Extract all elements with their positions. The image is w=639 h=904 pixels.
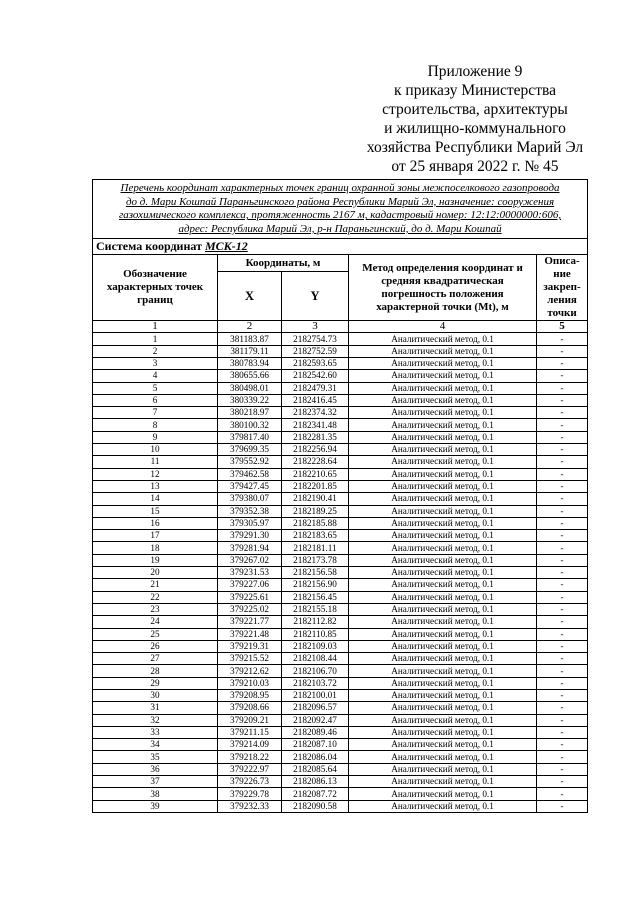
x-value: 379214.09 <box>218 739 282 751</box>
point-number: 36 <box>93 763 218 775</box>
method-value: Аналитический метод, 0.1 <box>349 431 537 443</box>
coordinates-table <box>92 179 588 813</box>
table-row <box>93 431 588 443</box>
point-number: 32 <box>93 714 218 726</box>
header-line: строительства, архитектуры <box>382 101 568 118</box>
point-number: 8 <box>93 419 218 431</box>
x-value: 380339.22 <box>218 394 282 406</box>
y-value: 2182210.65 <box>282 468 349 480</box>
description-value: - <box>537 702 588 714</box>
point-number: 11 <box>93 456 218 468</box>
table-row <box>93 554 588 566</box>
x-value: 379552.92 <box>218 456 282 468</box>
y-value: 2182341.48 <box>282 419 349 431</box>
table-row <box>93 628 588 640</box>
description-value: - <box>537 788 588 800</box>
method-value: Аналитический метод, 0.1 <box>349 628 537 640</box>
method-value: Аналитический метод, 0.1 <box>349 677 537 689</box>
y-value: 2182190.41 <box>282 493 349 505</box>
y-value: 2182374.32 <box>282 407 349 419</box>
description-value: - <box>537 345 588 357</box>
column-number: 5 <box>537 321 588 333</box>
table-row <box>93 776 588 788</box>
point-number: 2 <box>93 345 218 357</box>
method-value: Аналитический метод, 0.1 <box>349 480 537 492</box>
y-value: 2182752.59 <box>282 345 349 357</box>
header-line: к приказу Министерства <box>394 82 556 99</box>
y-value: 2182542.60 <box>282 370 349 382</box>
method-value: Аналитический метод, 0.1 <box>349 468 537 480</box>
description-value: - <box>537 689 588 701</box>
x-value: 379221.77 <box>218 616 282 628</box>
point-number: 13 <box>93 480 218 492</box>
x-value: 379222.97 <box>218 763 282 775</box>
point-number: 33 <box>93 726 218 738</box>
table-row <box>93 751 588 763</box>
y-value: 2182479.31 <box>282 382 349 394</box>
x-value: 380498.01 <box>218 382 282 394</box>
header-x: X <box>218 271 282 321</box>
y-value: 2182593.65 <box>282 357 349 369</box>
table-row <box>93 726 588 738</box>
point-number: 22 <box>93 591 218 603</box>
method-value: Аналитический метод, 0.1 <box>349 493 537 505</box>
y-value: 2182185.88 <box>282 517 349 529</box>
header-line: Приложение 9 <box>427 63 523 80</box>
y-value: 2182228.64 <box>282 456 349 468</box>
x-value: 379267.02 <box>218 554 282 566</box>
y-value: 2182256.94 <box>282 444 349 456</box>
description-value: - <box>537 628 588 640</box>
point-number: 6 <box>93 394 218 406</box>
table-row <box>93 382 588 394</box>
y-value: 2182181.11 <box>282 542 349 554</box>
y-value: 2182156.58 <box>282 567 349 579</box>
y-value: 2182089.46 <box>282 726 349 738</box>
table-row <box>93 665 588 677</box>
y-value: 2182085.64 <box>282 763 349 775</box>
y-value: 2182092.47 <box>282 714 349 726</box>
x-value: 380655.66 <box>218 370 282 382</box>
method-value: Аналитический метод, 0.1 <box>349 776 537 788</box>
method-value: Аналитический метод, 0.1 <box>349 542 537 554</box>
column-number: 2 <box>218 321 282 333</box>
method-value: Аналитический метод, 0.1 <box>349 530 537 542</box>
method-value: Аналитический метод, 0.1 <box>349 419 537 431</box>
method-value: Аналитический метод, 0.1 <box>349 456 537 468</box>
method-value: Аналитический метод, 0.1 <box>349 357 537 369</box>
header-line: и жилищно-коммунального <box>384 120 566 137</box>
method-value: Аналитический метод, 0.1 <box>349 640 537 652</box>
y-value: 2182096.57 <box>282 702 349 714</box>
description-value: - <box>537 591 588 603</box>
description-value: - <box>537 493 588 505</box>
table-row <box>93 333 588 345</box>
description-value: - <box>537 579 588 591</box>
table-row <box>93 505 588 517</box>
y-value: 2182106.70 <box>282 665 349 677</box>
table-row <box>93 567 588 579</box>
description-value: - <box>537 677 588 689</box>
table-row <box>93 419 588 431</box>
method-value: Аналитический метод, 0.1 <box>349 554 537 566</box>
x-value: 379212.62 <box>218 665 282 677</box>
table-body <box>93 333 588 813</box>
document-header <box>360 62 590 176</box>
point-number: 28 <box>93 665 218 677</box>
point-number: 37 <box>93 776 218 788</box>
description-value: - <box>537 419 588 431</box>
x-value: 379462.58 <box>218 468 282 480</box>
description-value: - <box>537 480 588 492</box>
method-value: Аналитический метод, 0.1 <box>349 444 537 456</box>
table-row <box>93 444 588 456</box>
description-value: - <box>537 505 588 517</box>
x-value: 379221.48 <box>218 628 282 640</box>
x-value: 379209.21 <box>218 714 282 726</box>
y-value: 2182201.85 <box>282 480 349 492</box>
table-row <box>93 530 588 542</box>
y-value: 2182090.58 <box>282 800 349 812</box>
table-row <box>93 763 588 775</box>
description-value: - <box>537 567 588 579</box>
point-number: 38 <box>93 788 218 800</box>
method-value: Аналитический метод, 0.1 <box>349 333 537 345</box>
description-value: - <box>537 616 588 628</box>
x-value: 380100.32 <box>218 419 282 431</box>
description-value: - <box>537 394 588 406</box>
title-line: до д. Мари Кошпай Параньгинского района Республики Марий Эл, назначение: сооружения <box>125 195 555 208</box>
y-value: 2182086.13 <box>282 776 349 788</box>
description-value: - <box>537 726 588 738</box>
point-number: 35 <box>93 751 218 763</box>
x-value: 379227.06 <box>218 579 282 591</box>
method-value: Аналитический метод, 0.1 <box>349 739 537 751</box>
table-row <box>93 739 588 751</box>
y-value: 2182103.72 <box>282 677 349 689</box>
x-value: 379226.73 <box>218 776 282 788</box>
method-value: Аналитический метод, 0.1 <box>349 714 537 726</box>
table-row <box>93 394 588 406</box>
x-value: 379232.33 <box>218 800 282 812</box>
x-value: 379305.97 <box>218 517 282 529</box>
table-row <box>93 579 588 591</box>
table-row <box>93 468 588 480</box>
table-row <box>93 345 588 357</box>
description-value: - <box>537 653 588 665</box>
y-value: 2182156.45 <box>282 591 349 603</box>
method-value: Аналитический метод, 0.1 <box>349 763 537 775</box>
method-value: Аналитический метод, 0.1 <box>349 567 537 579</box>
description-value: - <box>537 407 588 419</box>
y-value: 2182112.82 <box>282 616 349 628</box>
table-row <box>93 407 588 419</box>
description-value: - <box>537 530 588 542</box>
description-value: - <box>537 468 588 480</box>
point-number: 19 <box>93 554 218 566</box>
x-value: 379211.15 <box>218 726 282 738</box>
table-row <box>93 788 588 800</box>
point-number: 30 <box>93 689 218 701</box>
x-value: 381183.87 <box>218 333 282 345</box>
point-number: 27 <box>93 653 218 665</box>
y-value: 2182108.44 <box>282 653 349 665</box>
x-value: 379281.94 <box>218 542 282 554</box>
method-value: Аналитический метод, 0.1 <box>349 702 537 714</box>
point-number: 15 <box>93 505 218 517</box>
point-number: 12 <box>93 468 218 480</box>
table-row <box>93 493 588 505</box>
column-number: 3 <box>282 321 349 333</box>
x-value: 379218.22 <box>218 751 282 763</box>
method-value: Аналитический метод, 0.1 <box>349 382 537 394</box>
y-value: 2182109.03 <box>282 640 349 652</box>
title-line: адрес: Республика Марий Эл, р-н Параньгинский, до д. Мари Кошпай <box>178 222 502 235</box>
table-row <box>93 702 588 714</box>
table-row <box>93 542 588 554</box>
point-number: 25 <box>93 628 218 640</box>
x-value: 379225.02 <box>218 603 282 615</box>
table-row <box>93 714 588 726</box>
x-value: 381179.11 <box>218 345 282 357</box>
point-number: 20 <box>93 567 218 579</box>
x-value: 379210.03 <box>218 677 282 689</box>
point-number: 4 <box>93 370 218 382</box>
point-number: 31 <box>93 702 218 714</box>
description-value: - <box>537 542 588 554</box>
coordinate-system-value: МСК-12 <box>204 239 248 254</box>
header-point: Обозначение характерных точек границ <box>93 255 218 321</box>
description-value: - <box>537 800 588 812</box>
table-row <box>93 603 588 615</box>
y-value: 2182087.10 <box>282 739 349 751</box>
description-value: - <box>537 739 588 751</box>
point-number: 5 <box>93 382 218 394</box>
description-value: - <box>537 554 588 566</box>
table-row <box>93 689 588 701</box>
header-line: хозяйства Республики Марий Эл <box>366 139 584 156</box>
method-value: Аналитический метод, 0.1 <box>349 603 537 615</box>
x-value: 379427.45 <box>218 480 282 492</box>
x-value: 379208.95 <box>218 689 282 701</box>
point-number: 16 <box>93 517 218 529</box>
table-row <box>93 653 588 665</box>
y-value: 2182183.65 <box>282 530 349 542</box>
description-value: - <box>537 456 588 468</box>
point-number: 26 <box>93 640 218 652</box>
method-value: Аналитический метод, 0.1 <box>349 407 537 419</box>
y-value: 2182189.25 <box>282 505 349 517</box>
method-value: Аналитический метод, 0.1 <box>349 653 537 665</box>
point-number: 1 <box>93 333 218 345</box>
method-value: Аналитический метод, 0.1 <box>349 616 537 628</box>
table-row <box>93 357 588 369</box>
point-number: 17 <box>93 530 218 542</box>
header-method: Метод определения координат и средняя квадратическая погрешность положения характерной точки (Mt), м <box>349 255 537 321</box>
point-number: 9 <box>93 431 218 443</box>
header-line: от 25 января 2022 г. № 45 <box>391 158 559 175</box>
point-number: 24 <box>93 616 218 628</box>
description-value: - <box>537 665 588 677</box>
description-value: - <box>537 382 588 394</box>
header-description: Описа-ние закреп-ления точки <box>537 255 588 321</box>
coordinate-system-label: Система координат <box>96 239 202 254</box>
y-value: 2182110.85 <box>282 628 349 640</box>
x-value: 379229.78 <box>218 788 282 800</box>
method-value: Аналитический метод, 0.1 <box>349 726 537 738</box>
table-row <box>93 800 588 812</box>
description-value: - <box>537 640 588 652</box>
point-number: 3 <box>93 357 218 369</box>
x-value: 379215.52 <box>218 653 282 665</box>
y-value: 2182173.78 <box>282 554 349 566</box>
title-line: Перечень координат характерных точек границ охранной зоны межпоселкового газопровода <box>120 182 560 194</box>
y-value: 2182155.18 <box>282 603 349 615</box>
x-value: 379231.53 <box>218 567 282 579</box>
description-value: - <box>537 714 588 726</box>
method-value: Аналитический метод, 0.1 <box>349 505 537 517</box>
x-value: 379219.31 <box>218 640 282 652</box>
description-value: - <box>537 517 588 529</box>
method-value: Аналитический метод, 0.1 <box>349 689 537 701</box>
description-value: - <box>537 603 588 615</box>
table-row <box>93 640 588 652</box>
point-number: 34 <box>93 739 218 751</box>
y-value: 2182281.35 <box>282 431 349 443</box>
description-value: - <box>537 751 588 763</box>
method-value: Аналитический метод, 0.1 <box>349 517 537 529</box>
table-title <box>93 180 588 239</box>
point-number: 39 <box>93 800 218 812</box>
header-coordinates: Координаты, м <box>218 255 349 272</box>
method-value: Аналитический метод, 0.1 <box>349 345 537 357</box>
x-value: 379225.61 <box>218 591 282 603</box>
y-value: 2182416.45 <box>282 394 349 406</box>
method-value: Аналитический метод, 0.1 <box>349 800 537 812</box>
method-value: Аналитический метод, 0.1 <box>349 370 537 382</box>
title-line: газохимического комплекса, протяженность 2167 м, кадастровый номер: 12:12:0000000:606, <box>118 209 562 222</box>
x-value: 379699.35 <box>218 444 282 456</box>
point-number: 21 <box>93 579 218 591</box>
description-value: - <box>537 763 588 775</box>
description-value: - <box>537 431 588 443</box>
x-value: 380218.97 <box>218 407 282 419</box>
coordinate-system-row <box>93 239 588 255</box>
column-number: 4 <box>349 321 537 333</box>
method-value: Аналитический метод, 0.1 <box>349 394 537 406</box>
y-value: 2182087.72 <box>282 788 349 800</box>
point-number: 29 <box>93 677 218 689</box>
point-number: 23 <box>93 603 218 615</box>
method-value: Аналитический метод, 0.1 <box>349 751 537 763</box>
y-value: 2182156.90 <box>282 579 349 591</box>
x-value: 379380.07 <box>218 493 282 505</box>
point-number: 7 <box>93 407 218 419</box>
table-row <box>93 480 588 492</box>
y-value: 2182086.04 <box>282 751 349 763</box>
header-y: Y <box>282 271 349 321</box>
table-row <box>93 677 588 689</box>
column-number-row <box>93 321 588 333</box>
x-value: 379352.38 <box>218 505 282 517</box>
point-number: 18 <box>93 542 218 554</box>
table-row <box>93 616 588 628</box>
x-value: 379208.66 <box>218 702 282 714</box>
method-value: Аналитический метод, 0.1 <box>349 788 537 800</box>
method-value: Аналитический метод, 0.1 <box>349 591 537 603</box>
method-value: Аналитический метод, 0.1 <box>349 665 537 677</box>
y-value: 2182100.01 <box>282 689 349 701</box>
table-row <box>93 370 588 382</box>
x-value: 380783.94 <box>218 357 282 369</box>
description-value: - <box>537 444 588 456</box>
y-value: 2182754.73 <box>282 333 349 345</box>
description-value: - <box>537 370 588 382</box>
x-value: 379817.40 <box>218 431 282 443</box>
x-value: 379291.30 <box>218 530 282 542</box>
point-number: 14 <box>93 493 218 505</box>
table-row <box>93 456 588 468</box>
description-value: - <box>537 333 588 345</box>
description-value: - <box>537 357 588 369</box>
column-number: 1 <box>93 321 218 333</box>
table-row <box>93 517 588 529</box>
point-number: 10 <box>93 444 218 456</box>
method-value: Аналитический метод, 0.1 <box>349 579 537 591</box>
description-value: - <box>537 776 588 788</box>
table-row <box>93 591 588 603</box>
